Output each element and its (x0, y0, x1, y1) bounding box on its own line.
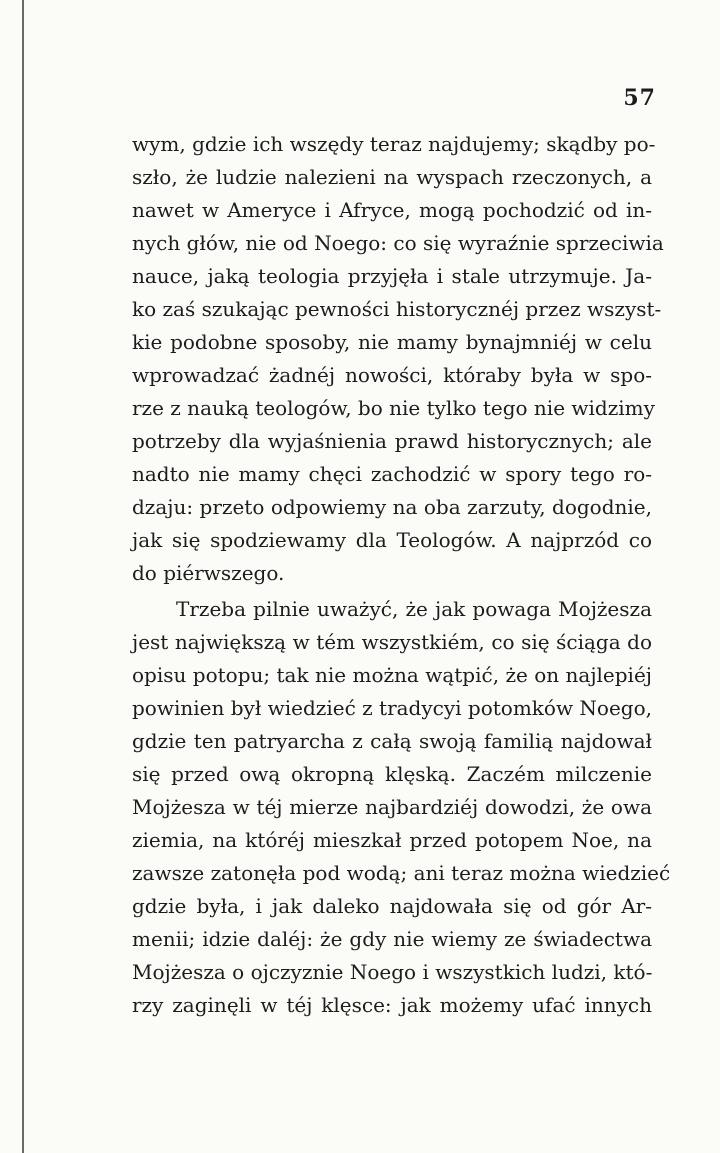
text-line: gdzie ten patryarcha z całą swoją familią najdował (132, 729, 652, 753)
text-line: ko zaś szukając pewności historycznéj przez wszyst- (132, 297, 662, 321)
paragraph (132, 593, 671, 1022)
text-line: nadto nie mamy chęci zachodzić w spory tego ro- (132, 462, 652, 486)
text-line: ziemia, na któréj mieszkał przed potopem Noe, na (132, 828, 652, 852)
text-line: wym, gdzie ich wszędy teraz najdujemy; skądby po- (132, 132, 656, 156)
text-line: opisu potopu; tak nie można wątpić, że on najlepiéj (132, 663, 652, 687)
text-line: potrzeby dla wyjaśnienia prawd historycznych; ale (132, 429, 652, 453)
text-line: nawet w Ameryce i Afryce, mogą pochodzić od in- (132, 198, 652, 222)
text-line: zawsze zatonęła pod wodą; ani teraz można wiedzieć (132, 861, 671, 885)
text-line: menii; idzie daléj: że gdy nie wiemy ze świadectwa (132, 927, 652, 951)
book-gutter-edge (22, 0, 24, 1153)
body-text (132, 128, 671, 1022)
text-line: Trzeba pilnie uważyć, że jak powaga Mojżesza (176, 597, 652, 621)
text-line: szło, że ludzie nalezieni na wyspach rzeczonych, a (132, 165, 652, 189)
text-line: Mojżesza w téj mierze najbardziéj dowodzi, że owa (132, 795, 652, 819)
text-line: do piérwszego. (132, 561, 285, 585)
text-line: jest największą w tém wszystkiém, co się ściąga do (132, 630, 652, 654)
text-line: jak się spodziewamy dla Teologów. A najprzód co (132, 528, 652, 552)
text-line: powinien był wiedzieć z tradycyi potomków Noego, (132, 696, 653, 720)
text-line: rzy zaginęli w téj klęsce: jak możemy ufać innych (132, 993, 652, 1017)
page-number: 57 (623, 85, 656, 111)
text-line: wprowadzać żadnéj nowości, któraby była w spo- (132, 363, 652, 387)
text-line: nych głów, nie od Noego: co się wyraźnie sprzeciwia (132, 231, 664, 255)
text-line: nauce, jaką teologia przyjęła i stale utrzymuje. Ja- (132, 264, 652, 288)
text-line: gdzie była, i jak daleko najdowała się od gór Ar- (132, 894, 652, 918)
text-line: się przed ową okropną klęską. Zaczém milczenie (132, 762, 652, 786)
text-line: rze z nauką teologów, bo nie tylko tego nie widzimy (132, 396, 655, 420)
text-line: Mojżesza o ojczyznie Noego i wszystkich ludzi, któ- (132, 960, 653, 984)
text-line: kie podobne sposoby, nie mamy bynajmniéj w celu (132, 330, 652, 354)
text-line: dzaju: przeto odpowiemy na oba zarzuty, dogodnie, (132, 495, 652, 519)
paragraph (132, 128, 664, 590)
